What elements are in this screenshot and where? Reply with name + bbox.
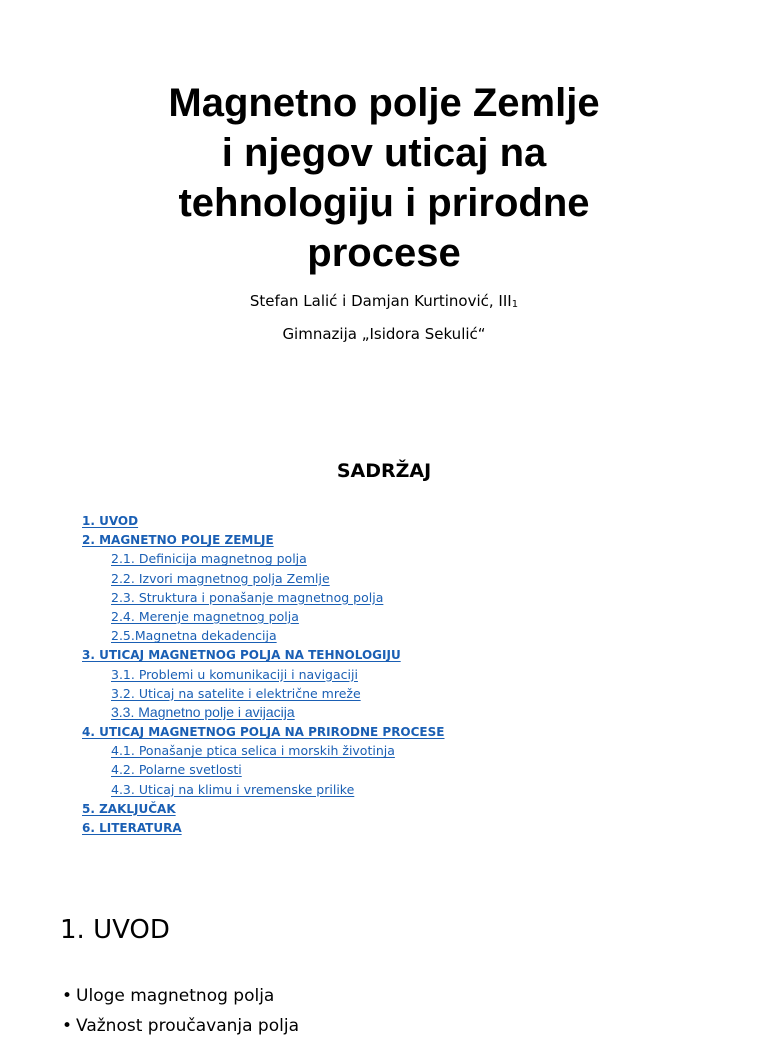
toc-link[interactable]: 4.3. Uticaj na klimu i vremenske prilike xyxy=(111,781,355,797)
author-names-line xyxy=(0,286,768,319)
toc-entry xyxy=(82,741,682,760)
toc-entry xyxy=(82,818,682,837)
toc-entry xyxy=(82,722,682,741)
toc-heading: SADRŽAJ xyxy=(336,460,432,482)
toc-entry xyxy=(82,780,682,799)
bullet-item xyxy=(62,983,299,1013)
toc-link[interactable]: 3.3. Magnetno polje i avijacija xyxy=(111,703,295,720)
document-title xyxy=(0,78,768,278)
toc-entry xyxy=(82,645,682,664)
toc-link[interactable]: 2.4. Merenje magnetnog polja xyxy=(111,608,299,624)
class-subscript: 1 xyxy=(511,299,519,310)
toc-link[interactable]: 1. UVOD xyxy=(82,514,139,528)
toc-entry xyxy=(82,703,682,722)
toc-entry xyxy=(82,549,682,568)
author-block xyxy=(0,286,768,349)
bullet-marker: • xyxy=(62,986,73,1006)
toc-link[interactable]: 2.2. Izvori magnetnog polja Zemlje xyxy=(111,570,330,586)
toc-link[interactable]: 2.5.Magnetna dekadencija xyxy=(111,628,277,644)
toc-entry xyxy=(82,511,682,530)
toc-entry xyxy=(82,665,682,684)
title-line: Magnetno polje Zemlje xyxy=(168,81,600,125)
toc-link[interactable]: 3.2. Uticaj na satelite i električne mreže xyxy=(111,685,361,701)
author-names: Stefan Lalić i Damjan Kurtinović, III xyxy=(249,292,512,310)
toc-link[interactable]: 3.1. Problemi u komunikaciji i navigaciji xyxy=(111,666,358,682)
toc-entry xyxy=(82,588,682,607)
section-heading: 1. UVOD xyxy=(60,915,170,945)
toc-entry xyxy=(82,569,682,588)
bullet-item xyxy=(62,1013,299,1043)
bullet-marker: • xyxy=(62,1016,73,1036)
toc-link[interactable]: 2.1. Definicija magnetnog polja xyxy=(111,551,307,567)
title-line: procese xyxy=(307,231,461,275)
school-name: Gimnazija „Isidora Sekulić“ xyxy=(282,325,486,343)
toc-link[interactable]: 3. UTICAJ MAGNETNOG POLJA NA TEHNOLOGIJU xyxy=(82,648,401,663)
table-of-contents xyxy=(82,511,682,837)
bullet-list xyxy=(62,983,299,1043)
toc-link[interactable]: 2.3. Struktura i ponašanje magnetnog polja xyxy=(111,589,384,605)
toc-entry xyxy=(82,530,682,549)
toc-link[interactable]: 4.1. Ponašanje ptica selica i morskih životinja xyxy=(111,743,395,759)
toc-link[interactable]: 6. LITERATURA xyxy=(82,821,182,835)
title-line: i njegov uticaj na xyxy=(221,131,547,175)
toc-entry xyxy=(82,760,682,779)
toc-link[interactable]: 4. UTICAJ MAGNETNOG POLJA NA PRIRODNE PROCESE xyxy=(82,725,445,740)
toc-entry xyxy=(82,684,682,703)
toc-entry xyxy=(82,799,682,818)
toc-link[interactable]: 2. MAGNETNO POLJE ZEMLJE xyxy=(82,533,274,548)
toc-link[interactable]: 5. ZAKLJUČAK xyxy=(82,801,176,816)
toc-entry xyxy=(82,626,682,645)
bullet-text: Uloge magnetnog polja xyxy=(76,986,275,1006)
toc-entry xyxy=(82,607,682,626)
bullet-text: Važnost proučavanja polja xyxy=(76,1016,299,1036)
toc-link[interactable]: 4.2. Polarne svetlosti xyxy=(111,762,242,778)
title-line: tehnologiju i prirodne xyxy=(178,181,590,225)
